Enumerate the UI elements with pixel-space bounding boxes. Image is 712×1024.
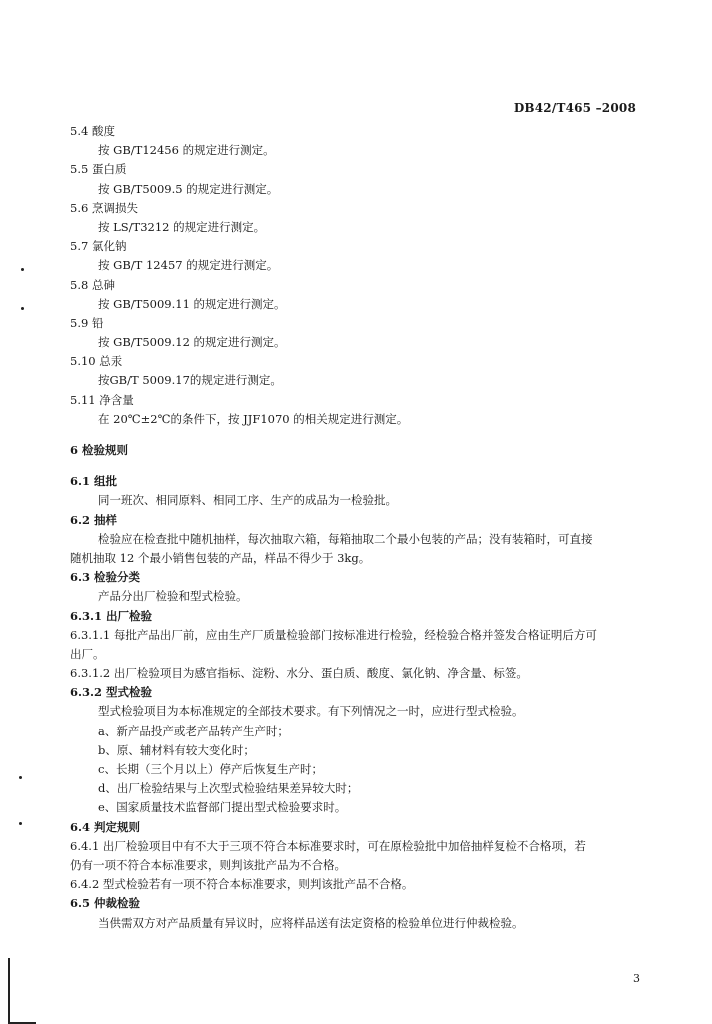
text-line: c、长期（三个月以上）停产后恢复生产时；	[98, 762, 323, 776]
section-heading: 6.4 判定规则	[70, 819, 141, 834]
text-line: a、新产品投产或老产品转产生产时；	[98, 723, 289, 738]
text-line: 按 GB/T 12457 的规定进行测定。	[98, 258, 279, 273]
section-heading: 6.3.2 型式检验	[70, 685, 153, 700]
text-line: 同一班次、相同原料、相同工序、生产的成品为一检验批。	[98, 493, 397, 508]
text-line: 6.4.1 出厂检验项目中有不大于三项不符合本标准要求时，可在原检验批中加倍抽样复检不合格项，若	[70, 838, 586, 853]
text-line: 型式检验项目为本标准规定的全部技术要求。有下列情况之一时，应进行型式检验。	[98, 704, 524, 719]
section-heading: 6 检验规则	[70, 443, 129, 457]
text-line: 按 GB/T5009.12 的规定进行测定。	[98, 335, 286, 350]
document-body	[70, 122, 640, 933]
section-heading: 6.3 检验分类	[70, 570, 141, 585]
text-line: 5.9 铅	[70, 315, 104, 330]
scan-speck	[21, 268, 24, 271]
scan-speck	[19, 776, 22, 779]
section-heading: 6.3.1 出厂检验	[70, 608, 153, 623]
text-line: 当供需双方对产品质量有异议时，应将样品送有法定资格的检验单位进行仲裁检验。	[98, 915, 524, 930]
standard-code-header: DB42/T465 –2008	[513, 101, 636, 115]
text-line: 5.8 总砷	[70, 277, 115, 292]
text-line: 5.11 净含量	[70, 392, 134, 407]
text-line: 产品分出厂检验和型式检验。	[98, 589, 248, 604]
text-line: 5.4 酸度	[70, 124, 115, 138]
text-line: 仍有一项不符合本标准要求，则判该批产品为不合格。	[70, 857, 346, 872]
paragraph-gap	[70, 429, 640, 441]
paragraph-gap	[70, 460, 640, 472]
scan-edge-vertical	[8, 958, 10, 1024]
scan-speck	[19, 822, 22, 825]
section-heading: 6.1 组批	[70, 474, 118, 489]
text-line: 6.4.2 型式检验若有一项不符合本标准要求，则判该批产品不合格。	[70, 877, 414, 892]
text-line: 5.5 蛋白质	[70, 162, 127, 177]
text-line: 检验应在检查批中随机抽样，每次抽取六箱，每箱抽取二个最小包装的产品；没有装箱时，可直接	[98, 531, 593, 546]
text-line: 在 20℃±2℃的条件下，按 JJF1070 的相关规定进行测定。	[98, 411, 409, 426]
text-line: 随机抽取 12 个最小销售包装的产品，样品不得少于 3kg。	[70, 550, 371, 565]
text-line: 按 LS/T3212 的规定进行测定。	[98, 219, 266, 234]
text-line: 6.3.1.2 出厂检验项目为感官指标、淀粉、水分、蛋白质、酸度、氯化钠、净含量、标签。	[70, 666, 528, 681]
section-heading: 6.5 仲裁检验	[70, 896, 141, 911]
text-line: d、出厂检验结果与上次型式检验结果差异较大时；	[98, 781, 359, 796]
section-heading: 6.2 抽样	[70, 512, 118, 527]
text-line: 按 GB/T12456 的规定进行测定。	[98, 143, 275, 158]
page-number: 3	[633, 972, 640, 985]
text-line: 5.6 烹调损失	[70, 200, 138, 215]
text-line: 按GB/T 5009.17的规定进行测定。	[98, 373, 282, 388]
text-line: 5.7 氯化钠	[70, 239, 127, 254]
text-line: b、原、辅材料有较大变化时；	[98, 742, 255, 757]
text-line: 5.10 总汞	[70, 354, 123, 369]
text-line: e、国家质量技术监督部门提出型式检验要求时。	[98, 800, 347, 815]
text-line: 按 GB/T5009.11 的规定进行测定。	[98, 296, 286, 311]
text-line: 6.3.1.1 每批产品出厂前，应由生产厂质量检验部门按标准进行检验，经检验合格并签发合格证明后方可	[70, 627, 597, 642]
text-line: 出厂。	[70, 646, 105, 661]
text-line: 按 GB/T5009.5 的规定进行测定。	[98, 181, 279, 196]
scan-speck	[21, 307, 24, 310]
